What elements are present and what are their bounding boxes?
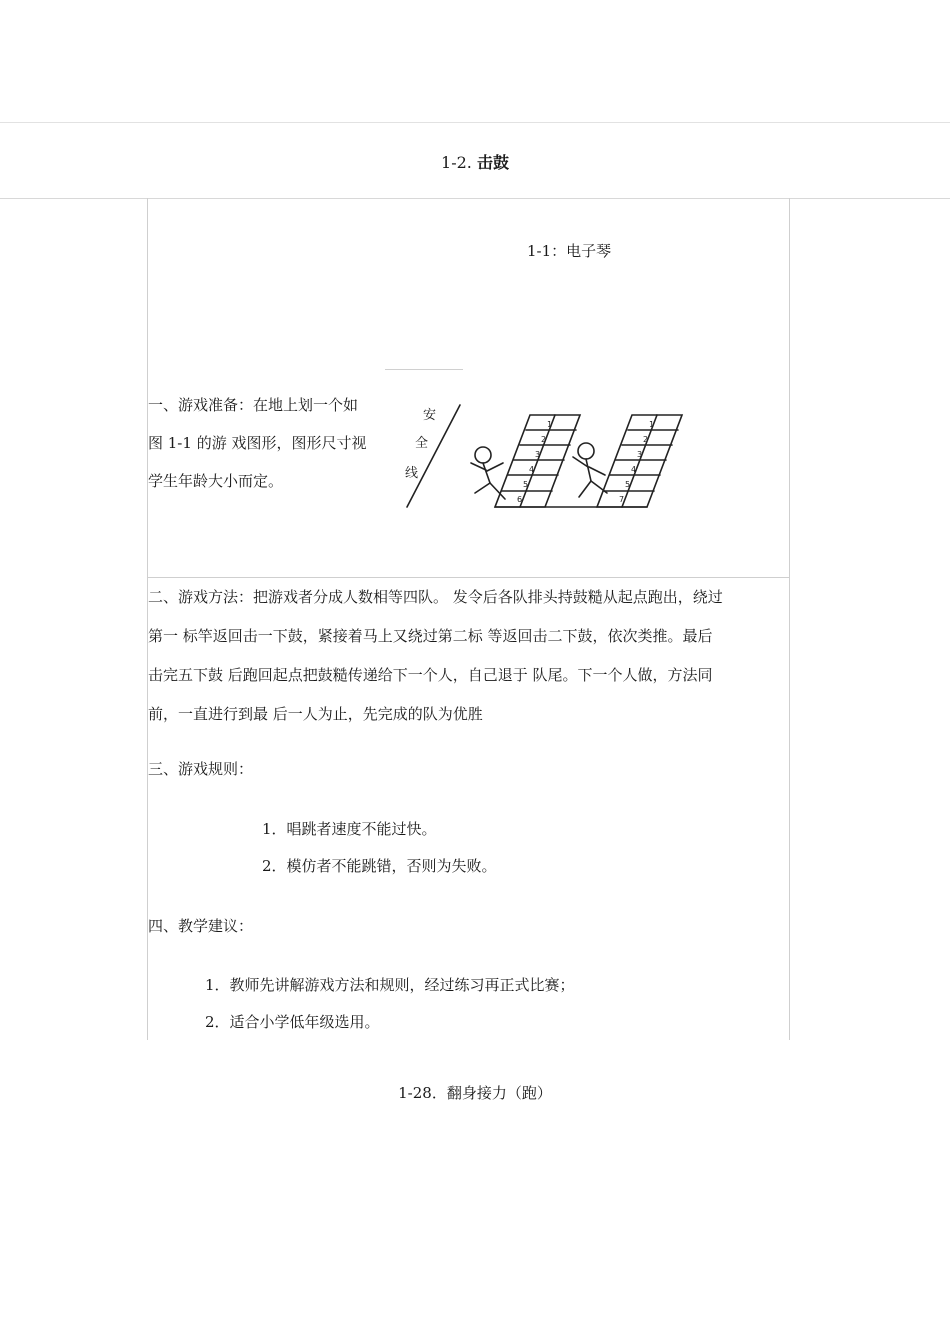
- safety-label-char: 全: [415, 436, 429, 451]
- grid-number: 1: [649, 420, 655, 429]
- suggestion-item: 2．适合小学低年级选用。: [205, 1013, 380, 1031]
- figure-top-rule: [385, 369, 463, 370]
- game-diagram: [395, 395, 690, 513]
- grid-number: 2: [643, 435, 649, 444]
- section-number: 1-2.: [441, 153, 472, 172]
- method-line: 击完五下鼓 后跑回起点把鼓糙传递给下一个人，自己退于 队尾。下一个人做，方法同: [148, 666, 713, 684]
- grid-number: 6: [517, 495, 523, 504]
- figure-caption: 1-1：电子琴: [527, 242, 612, 260]
- preparation-line: 一、游戏准备：在地上划一个如: [148, 396, 359, 414]
- suggestion-item: 1．教师先讲解游戏方法和规则，经过练习再正式比赛；: [205, 976, 575, 994]
- method-line: 二、游戏方法：把游戏者分成人数相等四队。 发令后各队排头持鼓糙从起点跑出，绕过: [148, 588, 723, 606]
- suggestions-heading: 四、教学建议：: [148, 917, 254, 935]
- section-name: 击鼓: [476, 153, 509, 172]
- preparation-paragraph: [148, 386, 393, 500]
- rules-heading: 三、游戏规则：: [148, 760, 254, 778]
- rule-item: 2．模仿者不能跳错，否则为失败。: [262, 857, 497, 875]
- grid-number: 4: [529, 465, 535, 474]
- method-paragraph: [148, 578, 792, 734]
- safety-label-char: 线: [405, 466, 419, 481]
- grid-number: 7: [619, 495, 625, 504]
- grid-number: 2: [541, 435, 547, 444]
- section-title: [0, 150, 950, 173]
- top-rule: [0, 122, 950, 123]
- next-section-title: 1-28．翻身接力（跑）: [398, 1084, 552, 1102]
- title-bottom-rule: [0, 198, 950, 199]
- grid-number: 3: [637, 450, 643, 459]
- preparation-line: 图 1-1 的游 戏图形，图形尺寸视: [148, 434, 367, 452]
- grid-number: 4: [631, 465, 637, 474]
- grid-number: 1: [547, 420, 553, 429]
- method-line: 第一 标竿返回击一下鼓，紧接着马上又绕过第二标 等返回击二下鼓，依次类推。最后: [148, 627, 713, 645]
- grid-number: 5: [625, 480, 631, 489]
- preparation-line: 学生年龄大小而定。: [148, 472, 284, 490]
- safety-label-char: 安: [423, 408, 437, 423]
- method-line: 前，一直进行到最 后一人为止，先完成的队为优胜: [148, 705, 483, 723]
- grid-number: 5: [523, 480, 529, 489]
- grid-number: 3: [535, 450, 541, 459]
- rule-item: 1．唱跳者速度不能过快。: [262, 820, 437, 838]
